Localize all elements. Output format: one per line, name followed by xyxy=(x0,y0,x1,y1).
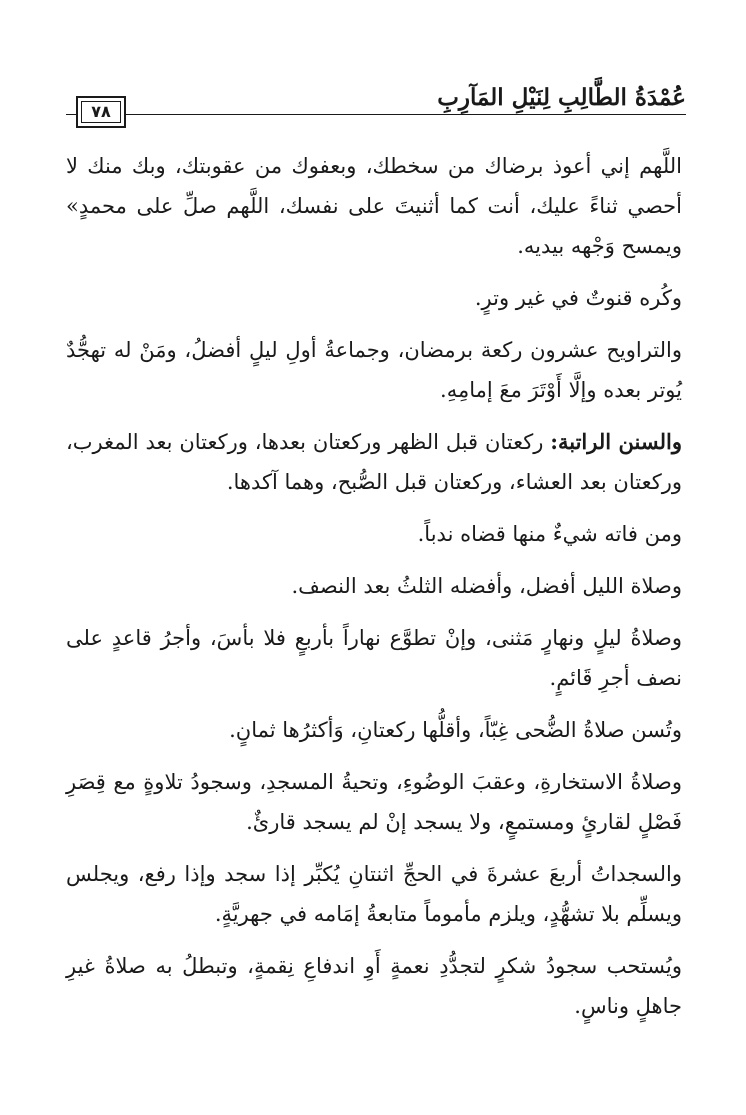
page-number: ٧٨ xyxy=(91,102,111,121)
paragraph-text: ركعتان قبل الظهر وركعتان بعدها، وركعتان بعد المغرب، وركعتان بعد العشاء، وركعتان قبل الصُّبح، وهما آكدها. xyxy=(66,430,682,494)
paragraph xyxy=(66,618,682,698)
page-header xyxy=(66,78,686,124)
paragraph-lead: والسنن الراتبة: xyxy=(550,429,682,454)
page-body xyxy=(66,146,682,1038)
paragraph xyxy=(66,854,682,934)
paragraph xyxy=(66,710,682,750)
paragraph-text: ومن فاته شيءٌ منها قضاه ندباً. xyxy=(417,522,682,546)
paragraph xyxy=(66,146,682,266)
page-number-frame xyxy=(81,101,121,123)
page-number-box xyxy=(76,96,126,128)
paragraph-text: وتُسن صلاةُ الضُّحى غِبّاً، وأقلُّها ركعتانِ، وَأكثرُها ثمانٍ. xyxy=(229,718,682,742)
paragraph-text: وصلاة الليل أفضل، وأفضله الثلثُ بعد النصف. xyxy=(291,574,682,598)
paragraph xyxy=(66,422,682,502)
paragraph-text: وكُره قنوتٌ في غير وترٍ. xyxy=(474,286,682,310)
paragraph xyxy=(66,566,682,606)
paragraph-text: والسجداتُ أربعَ عشرةَ في الحجِّ اثنتانِ يُكبِّر إذا سجد وإذا رفع، ويجلس ويسلِّم بلا تشهُّدٍ، ويلزم مأموماً متابعةُ إمَامه في جهريَّةٍ. xyxy=(66,862,682,926)
paragraph-text: ويُستحب سجودُ شكرٍ لتجدُّدِ نعمةٍ أَوِ اندفاعِ نِقمةٍ، وتبطلُ به صلاةُ غيرِ جاهلٍ وناسٍ. xyxy=(66,954,682,1018)
header-rule xyxy=(66,114,686,115)
paragraph xyxy=(66,514,682,554)
paragraph xyxy=(66,330,682,410)
paragraph xyxy=(66,762,682,842)
paragraph xyxy=(66,278,682,318)
paragraph xyxy=(66,946,682,1026)
paragraph-text: اللَّهم إني أعوذ برضاك من سخطك، وبعفوك من عقوبتك، وبك منك لا أحصي ثناءً عليك، أنت كما أثنيتَ على نفسك، اللَّهم صلِّ على محمدٍ» ويمسح وَجْهه بيديه. xyxy=(66,154,682,258)
running-title: عُمْدَةُ الطَّالِبِ لِنَيْلِ المَآرِبِ xyxy=(437,84,686,111)
paragraph-text: وصلاةُ ليلٍ ونهارٍ مَثنى، وإنْ تطوَّع نهاراً بأربعٍ فلا بأسَ، وأجرُ قاعدٍ على نصف أجرِ قَائمٍ. xyxy=(66,626,682,690)
paragraph-text: وصلاةُ الاستخارةِ، وعقبَ الوضُوءِ، وتحيةُ المسجدِ، وسجودُ تلاوةٍ مع قِصَرِ فَصْلٍ لقارئٍ ومستمعٍ، ولا يسجد إنْ لم يسجد قارئٌ. xyxy=(66,770,682,834)
paragraph-text: والتراويح عشرون ركعة برمضان، وجماعةُ أولِ ليلٍ أفضلُ، ومَنْ له تهجُّدٌ يُوتر بعده وإلَّا أَوْتَرَ معَ إمامِهِ. xyxy=(66,338,682,402)
